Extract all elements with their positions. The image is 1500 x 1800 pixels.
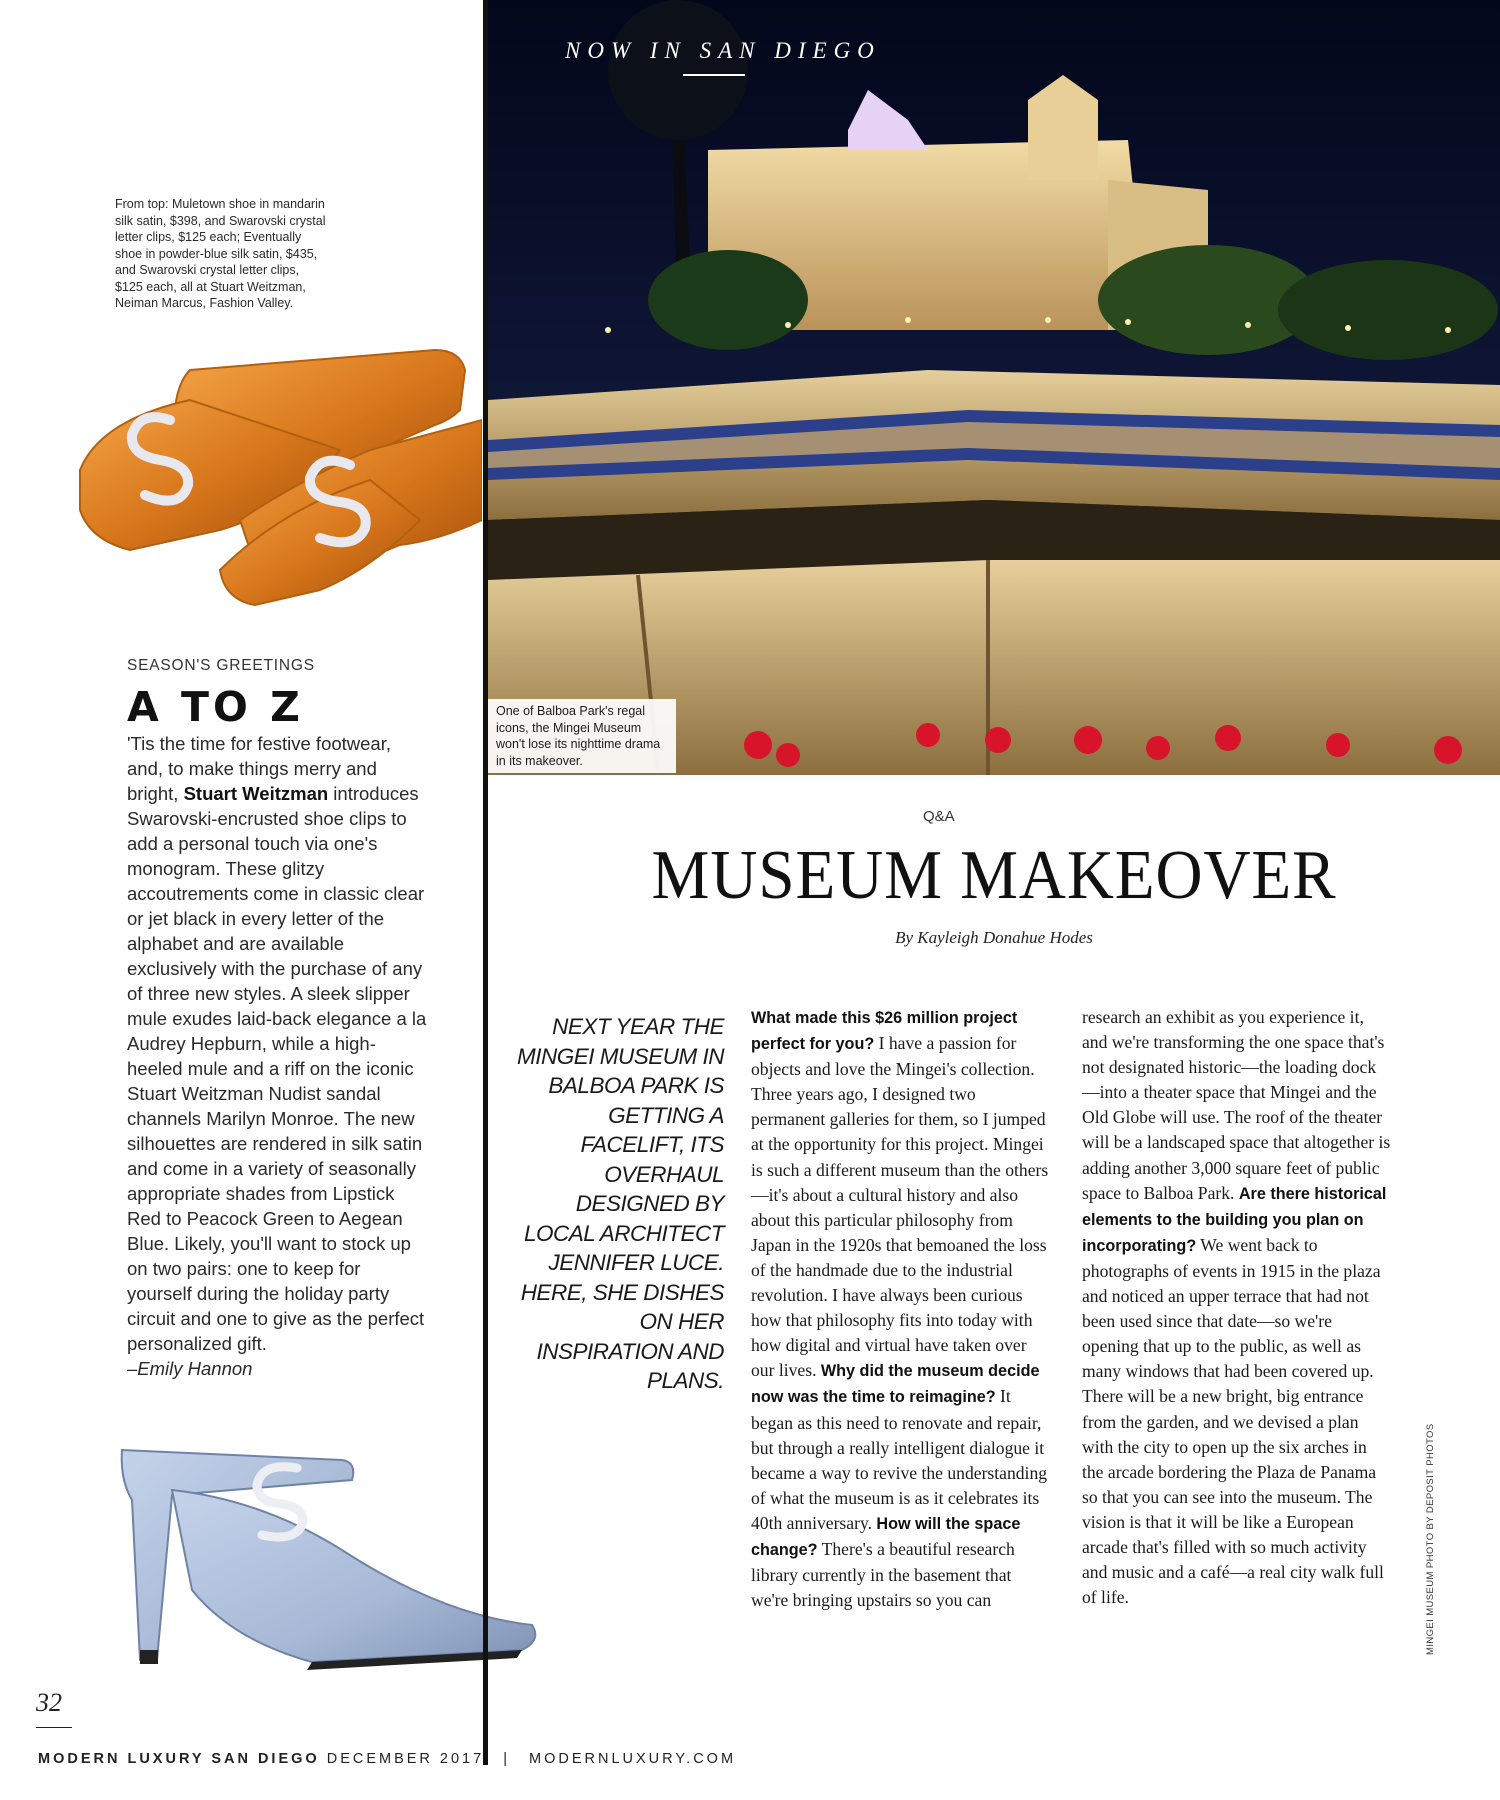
blue-heel-mule-image xyxy=(112,1440,542,1685)
page-footer xyxy=(38,1751,736,1767)
question: How will the space change? xyxy=(751,1514,1021,1559)
question: Are there historical elements to the building you plan on incorporating? xyxy=(1082,1184,1387,1255)
page-number: 32 xyxy=(36,1688,62,1717)
page-number-rule xyxy=(36,1727,72,1728)
article-title: MUSEUM MAKEOVER xyxy=(651,837,1337,914)
answer: research an exhibit as you experience it, and we're transforming the one space that's not designated historic—the loading dock—into a theater space that Mingei and the Old Globe will use. The roof of the theater will be a landscaped space that altogether is adding another 3,000 square feet of public space to Balboa Park. xyxy=(1082,1007,1391,1203)
article-column-2 xyxy=(1082,1005,1392,1610)
article-column-1 xyxy=(751,1005,1051,1613)
sidebar-body xyxy=(127,731,427,1381)
article-category: Q&A xyxy=(923,808,955,825)
answer: It began as this need to renovate and repair, but through a really intelligent dialogue it became a way to revive the understanding of what the museum is as it celebrates its 40th anniversary. xyxy=(751,1386,1048,1533)
kicker-rule xyxy=(683,74,745,76)
brand-name: Stuart Weitzman xyxy=(183,783,329,804)
sidebar-body-text-1: 'Tis the time for festive footwear, and, to make things merry and bright, xyxy=(127,733,392,804)
issue-date: DECEMBER 2017 xyxy=(326,1751,485,1767)
shoe-caption: From top: Muletown shoe in mandarin silk satin, $398, and Swarovski crystal letter clips, $125 each; Eventually shoe in powder-blue silk satin, $435, and Swarovski crystal letter clips, $125 each, all at Stuart Weitzman, Neiman Marcus, Fashion Valley. xyxy=(115,197,326,310)
section-label: SEASON'S GREETINGS xyxy=(127,657,315,674)
photo-caption: One of Balboa Park's regal icons, the Mingei Museum won't lose its nighttime drama in its makeover. xyxy=(488,699,676,773)
article-byline: By Kayleigh Donahue Hodes xyxy=(895,928,1093,947)
answer: We went back to photographs of events in 1915 in the plaza and noticed an upper terrace that had not been used since that date—so we're opening that up to the public, as well as many windows that had been covered up. There will be a new bright, big entrance from the garden, and we devised a plan with the city to open up the six arches in the arcade bordering the Plaza de Panama so that you can see into the museum. The vision is that it will be like a European arcade that's filled with so much activity and music and a café—a real city walk full of life. xyxy=(1082,1234,1384,1608)
section-kicker: NOW IN SAN DIEGO xyxy=(565,38,881,63)
footer-separator: | xyxy=(503,1751,510,1767)
website-link[interactable]: MODERNLUXURY.COM xyxy=(529,1751,737,1767)
question: What made this $26 million project perfect for you? xyxy=(751,1009,1018,1054)
sidebar-body-text-2: introduces Swarovski-encrusted shoe clips to add a personal touch via one's monogram. These glitzy accoutrements come in classic clear or jet black in every letter of the alphabet and are available exclusively with the purchase of any of three new styles. A sleek slipper mule exudes laid-back elegance a la Audrey Hepburn, while a high-heeled mule and a riff on the iconic Stuart Weitzman Nudist sandal channels Marilyn Monroe. The new silhouettes are rendered in silk satin and come in a variety of seasonally appropriate shades from Lipstick Red to Peacock Green to Aegean Blue. Likely, you'll want to stock up on two pairs: one to keep for yourself during the holiday party circuit and one to give as the perfect personalized gift. xyxy=(127,783,427,1354)
answer: There's a beautiful research library currently in the basement that we're bringing upstairs so you can xyxy=(751,1538,1015,1611)
sidebar-credit: –Emily Hannon xyxy=(127,1358,253,1379)
photo-credit: MINGEI MUSEUM PHOTO BY DEPOSIT PHOTOS xyxy=(1425,1423,1436,1655)
mingei-museum-photo xyxy=(488,0,1500,775)
publication-name: MODERN LUXURY SAN DIEGO xyxy=(38,1751,320,1767)
sidebar-title: A TO Z xyxy=(127,683,304,731)
answer: I have a passion for objects and love the Mingei's collection. Three years ago, I designed two permanent galleries for them, so I jumped at the opportunity for this project. Mingei is such a different museum than the others—it's about a cultural history and also about this particular philosophy from Japan in the 1920s that bemoaned the loss of the handmade due to the industrial revolution. I have always been curious how that philosophy fits into today with how digital and virtual have taken over our lives. xyxy=(751,1033,1049,1381)
orange-mule-shoes-image xyxy=(40,330,482,660)
article-deck: NEXT YEAR THE MINGEI MUSEUM IN BALBOA PARK IS GETTING A FACELIFT, ITS OVERHAUL DESIGNED BY LOCAL ARCHITECT JENNIFER LUCE. HERE, SHE DISHES ON HER INSPIRATION AND PLANS. xyxy=(516,1014,724,1393)
question: Why did the museum decide now was the time to reimagine? xyxy=(751,1362,1040,1407)
